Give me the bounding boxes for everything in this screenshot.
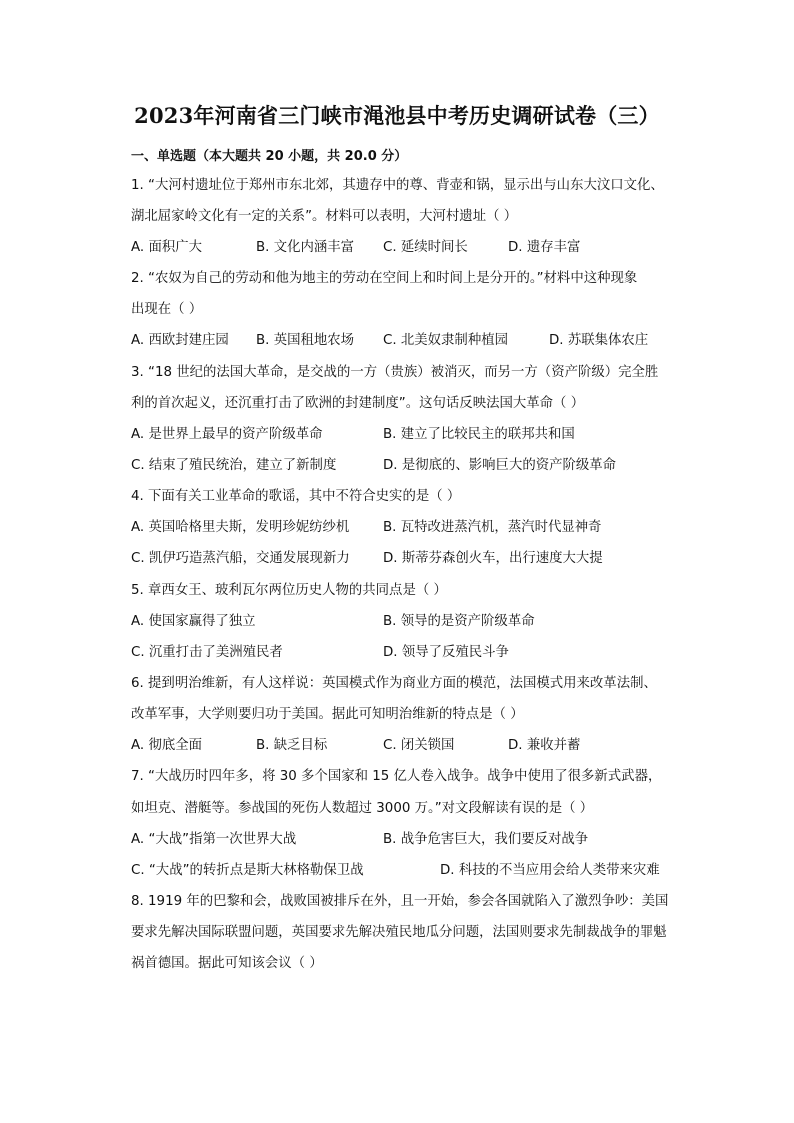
question-2-option-a: A. 西欧封建庄园 [131, 333, 229, 348]
question-7-line-1: 7. “大战历时四年多，将 30 多个国家和 15 亿人卷入战争。战争中使用了很多新式武器， [131, 769, 662, 784]
question-3-line-2: 利的首次起义，还沉重打击了欧洲的封建制度”。这句话反映法国大革命（ ） [131, 396, 585, 411]
question-1-option-c: C. 延续时间长 [383, 240, 468, 255]
question-3-option-d: D. 是彻底的、影响巨大的资产阶级革命 [383, 458, 617, 473]
section-heading: 一、单选题（本大题共 20 小题，共 20.0 分） [131, 149, 408, 164]
question-2-option-c: C. 北美奴隶制种植园 [383, 333, 508, 348]
question-1-line-2: 湖北屈家岭文化有一定的关系”。材料可以表明，大河村遗址（ ） [131, 209, 518, 224]
question-6-option-c: C. 闭关锁国 [383, 738, 455, 753]
question-2-option-b: B. 英国租地农场 [256, 333, 355, 348]
question-7-option-a: A. “大战”指第一次世界大战 [131, 832, 297, 847]
question-7-option-d: D. 科技的不当应用会给人类带来灾难 [440, 863, 660, 878]
question-5-option-c: C. 沉重打击了美洲殖民者 [131, 645, 283, 660]
question-4-option-b: B. 瓦特改进蒸汽机，蒸汽时代显神奇 [383, 520, 602, 535]
question-3-option-a: A. 是世界上最早的资产阶级革命 [131, 427, 323, 442]
question-2-option-d: D. 苏联集体农庄 [549, 333, 649, 348]
exam-title: 2023年河南省三门峡市渑池县中考历史调研试卷（三） [134, 103, 660, 128]
question-4-option-a: A. 英国哈格里夫斯，发明珍妮纺纱机 [131, 520, 350, 535]
question-7-option-b: B. 战争危害巨大，我们要反对战争 [383, 832, 589, 847]
question-8-line-1: 8. 1919 年的巴黎和会，战败国被排斥在外，且一开始，参会各国就陷入了激烈争吵：美国 [131, 894, 669, 909]
question-5-option-d: D. 领导了反殖民斗争 [383, 645, 509, 660]
question-8-line-2: 要求先解决国际联盟问题，英国要求先解决殖民地瓜分问题，法国则要求先制裁战争的罪魁 [131, 925, 667, 940]
question-5-option-b: B. 领导的是资产阶级革命 [383, 614, 535, 629]
question-6-line-1: 6. 提到明治维新，有人这样说：英国模式作为商业方面的模范，法国模式用来改革法制、 [131, 676, 657, 691]
question-2-line-1: 2. “农奴为自己的劳动和他为地主的劳动在空间上和时间上是分开的。”材料中这种现象 [131, 271, 638, 286]
question-8-line-3: 祸首德国。据此可知该会议（ ） [131, 956, 323, 971]
question-3-line-1: 3. “18 世纪的法国大革命，是交战的一方（贵族）被消灭，而另一方（资产阶级）完全胜 [131, 365, 659, 380]
question-5-line-1: 5. 章西女王、玻利瓦尔两位历史人物的共同点是（ ） [131, 583, 447, 598]
question-2-line-2: 出现在（ ） [131, 302, 203, 317]
question-1-option-d: D. 遗存丰富 [508, 240, 581, 255]
question-7-line-2: 如坦克、潜艇等。参战国的死伤人数超过 3000 万。”对文段解读有误的是（ ） [131, 801, 594, 816]
question-5-option-a: A. 使国家赢得了独立 [131, 614, 256, 629]
question-1-option-a: A. 面积广大 [131, 240, 202, 255]
question-3-option-c: C. 结束了殖民统治，建立了新制度 [131, 458, 337, 473]
question-6-option-b: B. 缺乏目标 [256, 738, 328, 753]
question-6-option-d: D. 兼收并蓄 [508, 738, 581, 753]
question-4-option-d: D. 斯蒂芬森创火车，出行速度大大提 [383, 551, 603, 566]
question-3-option-b: B. 建立了比较民主的联邦共和国 [383, 427, 575, 442]
question-4-line-1: 4. 下面有关工业革命的歌谣，其中不符合史实的是（ ） [131, 489, 461, 504]
question-1-option-b: B. 文化内涵丰富 [256, 240, 355, 255]
question-6-option-a: A. 彻底全面 [131, 738, 202, 753]
question-7-option-c: C. “大战”的转折点是斯大林格勒保卫战 [131, 863, 364, 878]
question-1-line-1: 1. “大河村遗址位于郑州市东北郊，其遗存中的尊、背壶和锅，显示出与山东大汶口文化、 [131, 178, 664, 193]
question-6-line-2: 改革军事，大学则要归功于美国。据此可知明治维新的特点是（ ） [131, 707, 524, 722]
question-4-option-c: C. 凯伊巧造蒸汽船，交通发展现新力 [131, 551, 350, 566]
